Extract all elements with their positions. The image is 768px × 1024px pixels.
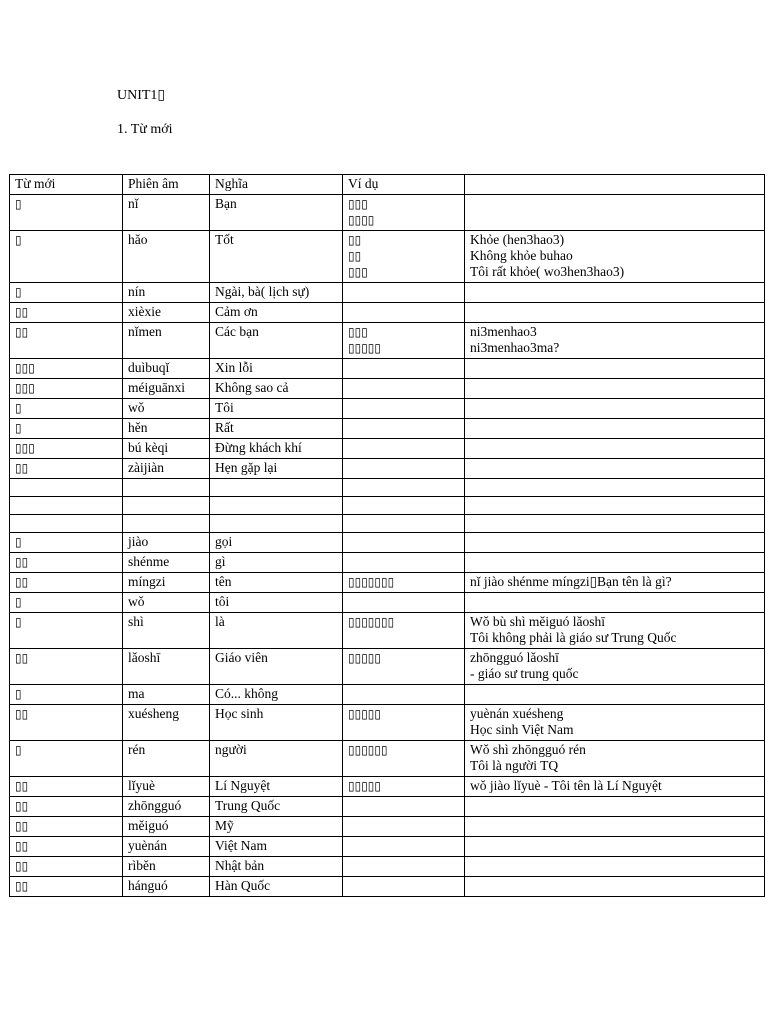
cell-note-text: wǒ jiào lǐyuè - Tôi tên là Lí Nguyệt (470, 778, 662, 793)
cell-example (343, 459, 465, 479)
cell-word (10, 593, 123, 613)
cell-word-text: ▯▯ (15, 555, 29, 569)
cell-example-text: ▯▯▯▯▯▯ (348, 743, 388, 757)
cell-note (465, 283, 765, 303)
table-row (10, 857, 765, 877)
header-word: Từ mới (10, 175, 123, 195)
cell-pinyin (123, 231, 210, 283)
cell-meaning (210, 379, 343, 399)
cell-note (465, 323, 765, 359)
cell-example (343, 573, 465, 593)
cell-meaning-text: Ngài, bà( lịch sự) (215, 284, 310, 299)
cell-word-text: ▯ (15, 743, 22, 757)
cell-example (343, 379, 465, 399)
cell-meaning (210, 837, 343, 857)
cell-example-text: ▯▯▯▯▯ (348, 779, 382, 793)
cell-note (465, 399, 765, 419)
cell-meaning-text: Không sao cả (215, 380, 289, 395)
cell-meaning-text: người (215, 742, 247, 757)
cell-example-text: ▯▯ ▯▯ ▯▯▯ (348, 233, 368, 279)
cell-example (343, 323, 465, 359)
cell-pinyin (123, 379, 210, 399)
cell-example (343, 359, 465, 379)
cell-word-text: ▯▯ (15, 707, 29, 721)
cell-word-text: ▯ (15, 535, 22, 549)
cell-pinyin (123, 533, 210, 553)
cell-meaning (210, 705, 343, 741)
table-row (10, 817, 765, 837)
table-row (10, 741, 765, 777)
cell-note (465, 303, 765, 323)
cell-note (465, 533, 765, 553)
cell-note (465, 195, 765, 231)
cell-example (343, 479, 465, 497)
cell-word (10, 797, 123, 817)
table-row (10, 459, 765, 479)
cell-example (343, 195, 465, 231)
table-row (10, 231, 765, 283)
cell-note (465, 817, 765, 837)
cell-note-text: Wǒ bù shì měiguó lǎoshī Tôi không phải là giáo sư Trung Quốc (470, 614, 677, 645)
cell-word-text: ▯▯ (15, 461, 29, 475)
table-row (10, 553, 765, 573)
cell-pinyin-text: bú kèqi (128, 440, 169, 455)
cell-word-text: ▯▯ (15, 575, 29, 589)
cell-note (465, 741, 765, 777)
table-row (10, 515, 765, 533)
cell-example-text: ▯▯▯▯▯ (348, 707, 382, 721)
cell-meaning (210, 797, 343, 817)
cell-word-text: ▯ (15, 197, 22, 211)
cell-note-text: ni3menhao3 ni3menhao3ma? (470, 324, 560, 355)
cell-meaning-text: Nhật bản (215, 858, 265, 873)
table-row (10, 613, 765, 649)
cell-word-text: ▯▯ (15, 859, 29, 873)
cell-pinyin (123, 419, 210, 439)
cell-note-text: yuènán xuésheng Học sinh Việt Nam (470, 706, 574, 737)
cell-example (343, 533, 465, 553)
cell-pinyin-text: ma (128, 686, 145, 701)
cell-word-text: ▯▯ (15, 879, 29, 893)
header-pinyin: Phiên âm (123, 175, 210, 195)
cell-word-text: ▯▯ (15, 779, 29, 793)
cell-pinyin (123, 515, 210, 533)
cell-example-text: ▯▯▯ ▯▯▯▯ (348, 197, 375, 227)
cell-example (343, 613, 465, 649)
cell-meaning-text: Học sinh (215, 706, 264, 721)
cell-note (465, 359, 765, 379)
cell-meaning (210, 777, 343, 797)
cell-meaning (210, 231, 343, 283)
cell-meaning (210, 817, 343, 837)
cell-meaning-text: Tôi (215, 400, 234, 415)
table-row (10, 777, 765, 797)
cell-meaning-text: Đừng khách khí (215, 440, 302, 455)
header-example: Ví dụ (343, 175, 465, 195)
cell-meaning (210, 323, 343, 359)
cell-pinyin-text: hǎo (128, 232, 148, 247)
cell-pinyin-text: méiguānxi (128, 380, 185, 395)
cell-word (10, 705, 123, 741)
table-row (10, 479, 765, 497)
cell-pinyin (123, 497, 210, 515)
cell-word-text: ▯ (15, 233, 22, 247)
cell-pinyin (123, 817, 210, 837)
cell-note-text: Wǒ shì zhōngguó rén Tôi là người TQ (470, 742, 586, 773)
section-title: 1. Từ mới (117, 122, 173, 137)
cell-word (10, 459, 123, 479)
cell-word-text: ▯▯ (15, 799, 29, 813)
cell-pinyin-text: xuésheng (128, 706, 179, 721)
cell-example (343, 399, 465, 419)
cell-word (10, 303, 123, 323)
cell-pinyin-text: yuènán (128, 838, 167, 853)
cell-pinyin-text: shì (128, 614, 144, 629)
cell-meaning-text: là (215, 614, 225, 629)
cell-note (465, 857, 765, 877)
cell-word (10, 533, 123, 553)
cell-meaning (210, 479, 343, 497)
cell-note (465, 877, 765, 897)
cell-note (465, 797, 765, 817)
cell-meaning-text: Bạn (215, 196, 237, 211)
cell-pinyin (123, 649, 210, 685)
cell-pinyin (123, 573, 210, 593)
cell-pinyin (123, 705, 210, 741)
cell-word-text: ▯ (15, 595, 22, 609)
table-row (10, 573, 765, 593)
table-row (10, 837, 765, 857)
cell-word (10, 741, 123, 777)
table-row (10, 195, 765, 231)
cell-example-text: ▯▯▯▯▯ (348, 651, 382, 665)
cell-word (10, 817, 123, 837)
cell-note (465, 459, 765, 479)
cell-example (343, 797, 465, 817)
cell-word (10, 573, 123, 593)
cell-note (465, 777, 765, 797)
cell-example (343, 857, 465, 877)
cell-pinyin (123, 797, 210, 817)
table-row (10, 379, 765, 399)
cell-meaning (210, 613, 343, 649)
cell-word-text: ▯▯▯ (15, 441, 35, 455)
cell-note (465, 419, 765, 439)
table-row (10, 593, 765, 613)
cell-pinyin (123, 459, 210, 479)
cell-word (10, 419, 123, 439)
cell-meaning (210, 283, 343, 303)
cell-note-text: zhōngguó lǎoshī - giáo sư trung quốc (470, 650, 579, 681)
cell-pinyin-text: jiào (128, 534, 149, 549)
cell-pinyin-text: lǎoshī (128, 650, 161, 665)
table-row (10, 797, 765, 817)
cell-pinyin-text: wǒ (128, 400, 145, 415)
cell-word-text: ▯ (15, 615, 22, 629)
cell-pinyin-text: zhōngguó (128, 798, 182, 813)
cell-pinyin-text: zàijiàn (128, 460, 164, 475)
cell-meaning-text: Việt Nam (215, 838, 268, 853)
cell-pinyin-text: xièxie (128, 304, 161, 319)
cell-example-text: ▯▯▯ ▯▯▯▯▯ (348, 325, 382, 355)
cell-pinyin-text: měiguó (128, 818, 169, 833)
cell-meaning-text: Xin lỗi (215, 360, 253, 375)
cell-pinyin-text: míngzi (128, 574, 166, 589)
cell-example (343, 777, 465, 797)
cell-note (465, 649, 765, 685)
cell-meaning-text: Trung Quốc (215, 798, 281, 813)
cell-pinyin (123, 303, 210, 323)
cell-note (465, 593, 765, 613)
cell-pinyin (123, 593, 210, 613)
cell-word-text: ▯▯ (15, 325, 29, 339)
cell-pinyin-text: rén (128, 742, 146, 757)
cell-word (10, 359, 123, 379)
cell-example (343, 817, 465, 837)
cell-meaning (210, 359, 343, 379)
cell-meaning-text: Hẹn gặp lại (215, 460, 278, 475)
cell-example (343, 649, 465, 685)
cell-pinyin-text: duìbuqǐ (128, 360, 170, 375)
table-header-row (10, 175, 765, 195)
table-row (10, 497, 765, 515)
cell-example (343, 593, 465, 613)
cell-pinyin-text: shénme (128, 554, 170, 569)
cell-pinyin (123, 479, 210, 497)
cell-word (10, 777, 123, 797)
cell-note-text: Khỏe (hen3hao3) Không khỏe buhao Tôi rất khỏe( wo3hen3hao3) (470, 232, 625, 279)
cell-example (343, 283, 465, 303)
cell-example (343, 741, 465, 777)
cell-meaning-text: Có... không (215, 686, 279, 701)
table-row (10, 303, 765, 323)
cell-meaning-text: tôi (215, 594, 230, 609)
cell-word-text: ▯ (15, 285, 22, 299)
cell-word (10, 195, 123, 231)
table-row (10, 359, 765, 379)
cell-word-text: ▯▯ (15, 305, 29, 319)
cell-note (465, 497, 765, 515)
cell-pinyin (123, 741, 210, 777)
cell-meaning (210, 649, 343, 685)
cell-example (343, 553, 465, 573)
table-row (10, 877, 765, 897)
cell-meaning (210, 533, 343, 553)
cell-word (10, 837, 123, 857)
cell-meaning-text: Mỹ (215, 818, 234, 833)
cell-meaning (210, 419, 343, 439)
cell-note (465, 515, 765, 533)
cell-meaning (210, 553, 343, 573)
cell-pinyin (123, 877, 210, 897)
cell-meaning-text: Các bạn (215, 324, 259, 339)
table-row (10, 685, 765, 705)
cell-word-text: ▯▯▯ (15, 381, 35, 395)
cell-note (465, 573, 765, 593)
table-row (10, 533, 765, 553)
cell-pinyin (123, 359, 210, 379)
cell-word (10, 283, 123, 303)
cell-pinyin (123, 857, 210, 877)
cell-meaning (210, 459, 343, 479)
table-row (10, 283, 765, 303)
cell-pinyin (123, 399, 210, 419)
cell-pinyin (123, 613, 210, 649)
cell-word-text: ▯ (15, 687, 22, 701)
cell-pinyin-text: nǐ (128, 196, 139, 211)
cell-note (465, 479, 765, 497)
cell-pinyin (123, 323, 210, 359)
cell-meaning (210, 195, 343, 231)
cell-pinyin-text: nín (128, 284, 146, 299)
cell-meaning (210, 399, 343, 419)
table-row (10, 323, 765, 359)
cell-note (465, 379, 765, 399)
cell-pinyin-text: wǒ (128, 594, 145, 609)
cell-pinyin (123, 777, 210, 797)
cell-example (343, 231, 465, 283)
cell-note (465, 231, 765, 283)
cell-example (343, 515, 465, 533)
cell-word (10, 497, 123, 515)
vocabulary-table (9, 174, 765, 897)
cell-word (10, 439, 123, 459)
cell-example (343, 685, 465, 705)
cell-word-text: ▯▯ (15, 819, 29, 833)
cell-meaning-text: Giáo viên (215, 650, 268, 665)
cell-word-text: ▯▯ (15, 651, 29, 665)
table-row (10, 399, 765, 419)
cell-word (10, 553, 123, 573)
header-note (465, 175, 765, 195)
cell-pinyin (123, 439, 210, 459)
cell-word (10, 857, 123, 877)
cell-meaning-text: gọi (215, 534, 233, 549)
cell-meaning (210, 573, 343, 593)
cell-word (10, 685, 123, 705)
cell-example (343, 419, 465, 439)
cell-word (10, 379, 123, 399)
cell-meaning-text: gì (215, 554, 226, 569)
cell-meaning (210, 877, 343, 897)
cell-meaning-text: tên (215, 574, 232, 589)
cell-meaning-text: Tốt (215, 232, 234, 247)
cell-meaning (210, 515, 343, 533)
cell-word-text: ▯ (15, 421, 22, 435)
cell-note (465, 685, 765, 705)
cell-meaning-text: Cảm ơn (215, 304, 258, 319)
cell-meaning (210, 857, 343, 877)
cell-word (10, 613, 123, 649)
cell-meaning-text: Lí Nguyệt (215, 778, 271, 793)
cell-meaning (210, 685, 343, 705)
table-row (10, 649, 765, 685)
cell-pinyin-text: hánguó (128, 878, 168, 893)
table-row (10, 419, 765, 439)
cell-meaning (210, 439, 343, 459)
cell-note (465, 439, 765, 459)
cell-example (343, 877, 465, 897)
cell-note (465, 837, 765, 857)
cell-meaning (210, 303, 343, 323)
cell-example (343, 497, 465, 515)
cell-word-text: ▯ (15, 401, 22, 415)
table-row (10, 439, 765, 459)
cell-word-text: ▯▯ (15, 839, 29, 853)
table-row (10, 705, 765, 741)
cell-word (10, 877, 123, 897)
cell-meaning-text: Rất (215, 420, 234, 435)
cell-word (10, 479, 123, 497)
header-meaning: Nghĩa (210, 175, 343, 195)
cell-meaning (210, 497, 343, 515)
cell-example (343, 705, 465, 741)
cell-note (465, 705, 765, 741)
cell-note (465, 613, 765, 649)
cell-example (343, 837, 465, 857)
cell-note (465, 553, 765, 573)
cell-pinyin (123, 837, 210, 857)
cell-meaning-text: Hàn Quốc (215, 878, 271, 893)
cell-pinyin (123, 553, 210, 573)
cell-pinyin-text: rìběn (128, 858, 156, 873)
cell-pinyin-text: hěn (128, 420, 148, 435)
cell-word (10, 231, 123, 283)
cell-word (10, 649, 123, 685)
cell-pinyin (123, 283, 210, 303)
cell-example (343, 303, 465, 323)
cell-pinyin-text: lǐyuè (128, 778, 155, 793)
cell-word-text: ▯▯▯ (15, 361, 35, 375)
unit-title: UNIT1▯ (117, 88, 166, 103)
cell-meaning (210, 741, 343, 777)
cell-example (343, 439, 465, 459)
cell-example-text: ▯▯▯▯▯▯▯ (348, 575, 395, 589)
cell-example-text: ▯▯▯▯▯▯▯ (348, 615, 395, 629)
cell-pinyin-text: nǐmen (128, 324, 162, 339)
cell-word (10, 399, 123, 419)
cell-word (10, 323, 123, 359)
cell-pinyin (123, 195, 210, 231)
cell-note-text: nǐ jiào shénme míngzi▯Bạn tên là gì? (470, 574, 672, 589)
cell-pinyin (123, 685, 210, 705)
cell-word (10, 515, 123, 533)
cell-meaning (210, 593, 343, 613)
